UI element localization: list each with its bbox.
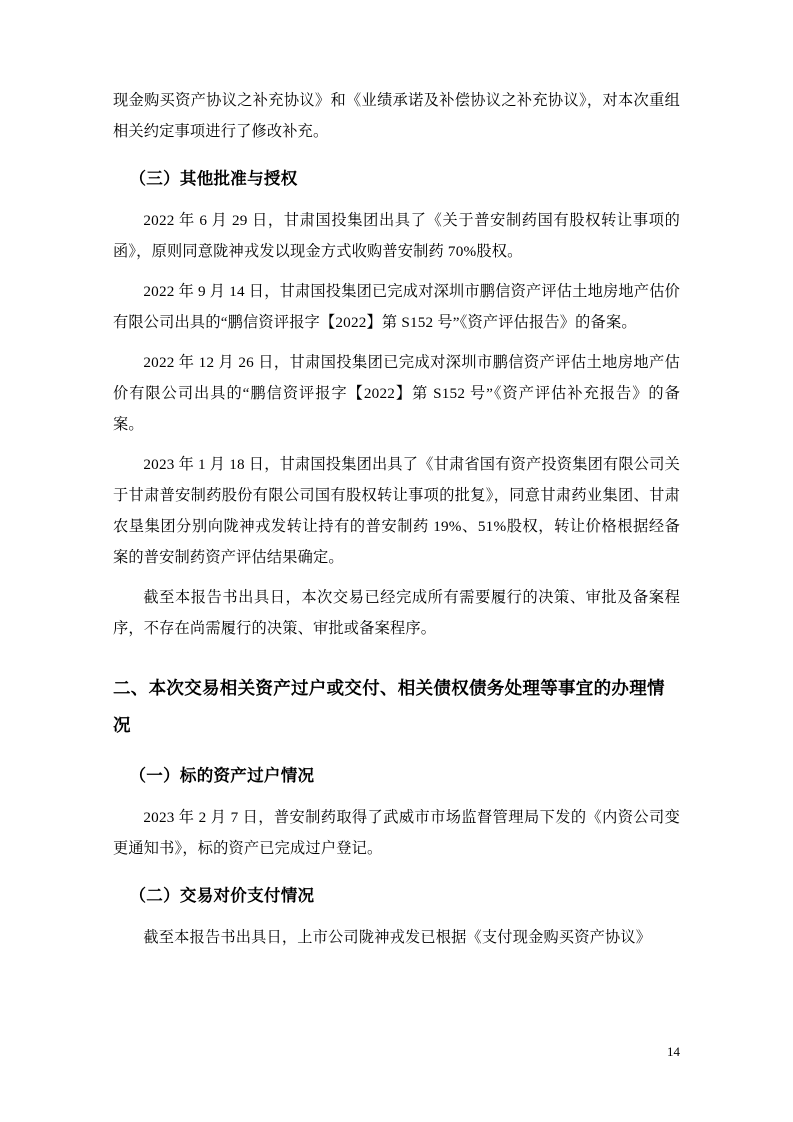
paragraph-2022-12-26: 2022 年 12 月 26 日，甘肃国投集团已完成对深圳市鹏信资产评估土地房地产估价有限公司出具的“鹏信资评报字【2022】第 S152 号”《资产评估补充报告》的备案。 [113,354,680,433]
page-number: 14 [667,1044,680,1059]
heading-asset-transfer: （一）标的资产过户情况 [129,766,315,785]
paragraph-continued-amendment: 现金购买资产协议之补充协议》和《业绩承诺及补偿协议之补充协议》，对本次重组相关约定事项进行了修改补充。 [113,92,680,140]
paragraph-2023-01-18: 2023 年 1 月 18 日，甘肃国投集团出具了《甘肃省国有资产投资集团有限公司关于甘肃普安制药股份有限公司国有股权转让事项的批复》，同意甘肃药业集团、甘肃农垦集团分别向陇神戎发转让持有的普安制药 19%、51%股权，转让价格根据经备案的普安制药资产评估结果确定。 [113,456,680,566]
heading-other-approvals: （三）其他批准与授权 [129,169,298,188]
paragraph-2023-02-07: 2023 年 2 月 7 日，普安制药取得了武威市市场监督管理局下发的《内资公司变更通知书》，标的资产已完成过户登记。 [113,809,680,857]
heading-section-two: 二、本次交易相关资产过户或交付、相关债权债务处理等事宜的办理情况 [113,678,665,735]
page-content [113,85,680,962]
paragraph-2022-06-29: 2022 年 6 月 29 日，甘肃国投集团出具了《关于普安制药国有股权转让事项的函》，原则同意陇神戎发以现金方式收购普安制药 70%股权。 [113,212,680,260]
paragraph-2022-09-14: 2022 年 9 月 14 日，甘肃国投集团已完成对深圳市鹏信资产评估土地房地产估价有限公司出具的“鹏信资评报字【2022】第 S152 号”《资产评估报告》的备案。 [113,283,680,331]
paragraph-approval-summary: 截至本报告书出具日，本次交易已经完成所有需要履行的决策、审批及备案程序，不存在尚需履行的决策、审批或备案程序。 [113,589,680,637]
heading-consideration-payment: （二）交易对价支付情况 [129,886,315,905]
paragraph-payment-status: 截至本报告书出具日，上市公司陇神戎发已根据《支付现金购买资产协议》 [143,929,652,946]
